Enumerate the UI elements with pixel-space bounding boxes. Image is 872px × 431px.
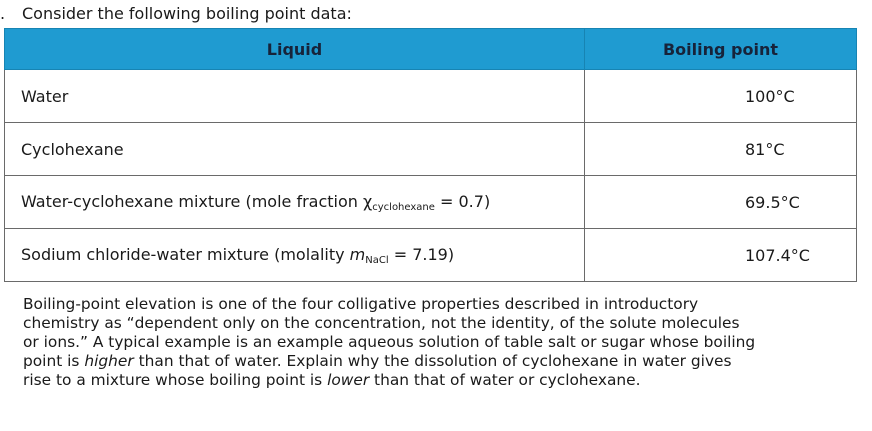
emphasis-higher: higher [84,352,134,370]
question-marker: . [0,4,6,23]
paragraph-line: or ions.” A typical example is an example aqueous solution of table salt or sugar whose boiling [23,333,756,351]
header-boiling-point: Boiling point [585,29,857,70]
header-liquid: Liquid [5,29,585,70]
table-row [5,123,857,176]
table-header-row [5,29,857,70]
paragraph-line [23,352,863,371]
table-row [5,229,857,282]
liquid-text: Water-cyclohexane mixture (mole fraction [21,191,363,211]
molality-symbol: m [349,244,366,264]
liquid-cell: Cyclohexane [5,123,585,176]
question-paragraph [23,295,863,390]
boiling-point-table [4,28,857,282]
paragraph-text: than that of water or cyclohexane. [369,371,641,389]
liquid-text-suffix: = 0.7) [434,191,491,211]
paragraph-line: chemistry as “dependent only on the concentration, not the identity, of the solute molecules [23,314,740,332]
table-row [5,176,857,229]
molality-subscript: NaCl [365,254,389,266]
boiling-point-cell: 107.4°C [585,229,857,282]
boiling-point-cell: 69.5°C [585,176,857,229]
liquid-cell [5,229,585,282]
mole-fraction-subscript: cyclohexane [372,201,435,213]
paragraph-text: than that of water. Explain why the dissolution of cyclohexane in water gives [133,352,732,370]
paragraph-text: point is [23,352,85,370]
paragraph-line [23,371,863,390]
mole-fraction-symbol: χ [363,191,373,211]
paragraph-line: Boiling-point elevation is one of the four colligative properties described in introductory [23,295,699,313]
liquid-cell: Water [5,70,585,123]
emphasis-lower: lower [327,371,370,389]
boiling-point-cell: 100°C [585,70,857,123]
boiling-point-cell: 81°C [585,123,857,176]
liquid-text: Sodium chloride-water mixture (molality [21,244,350,264]
paragraph-text: rise to a mixture whose boiling point is [23,371,328,389]
question-intro: Consider the following boiling point data: [22,4,352,23]
liquid-cell [5,176,585,229]
liquid-text-suffix: = 7.19) [388,244,455,264]
table-row [5,70,857,123]
